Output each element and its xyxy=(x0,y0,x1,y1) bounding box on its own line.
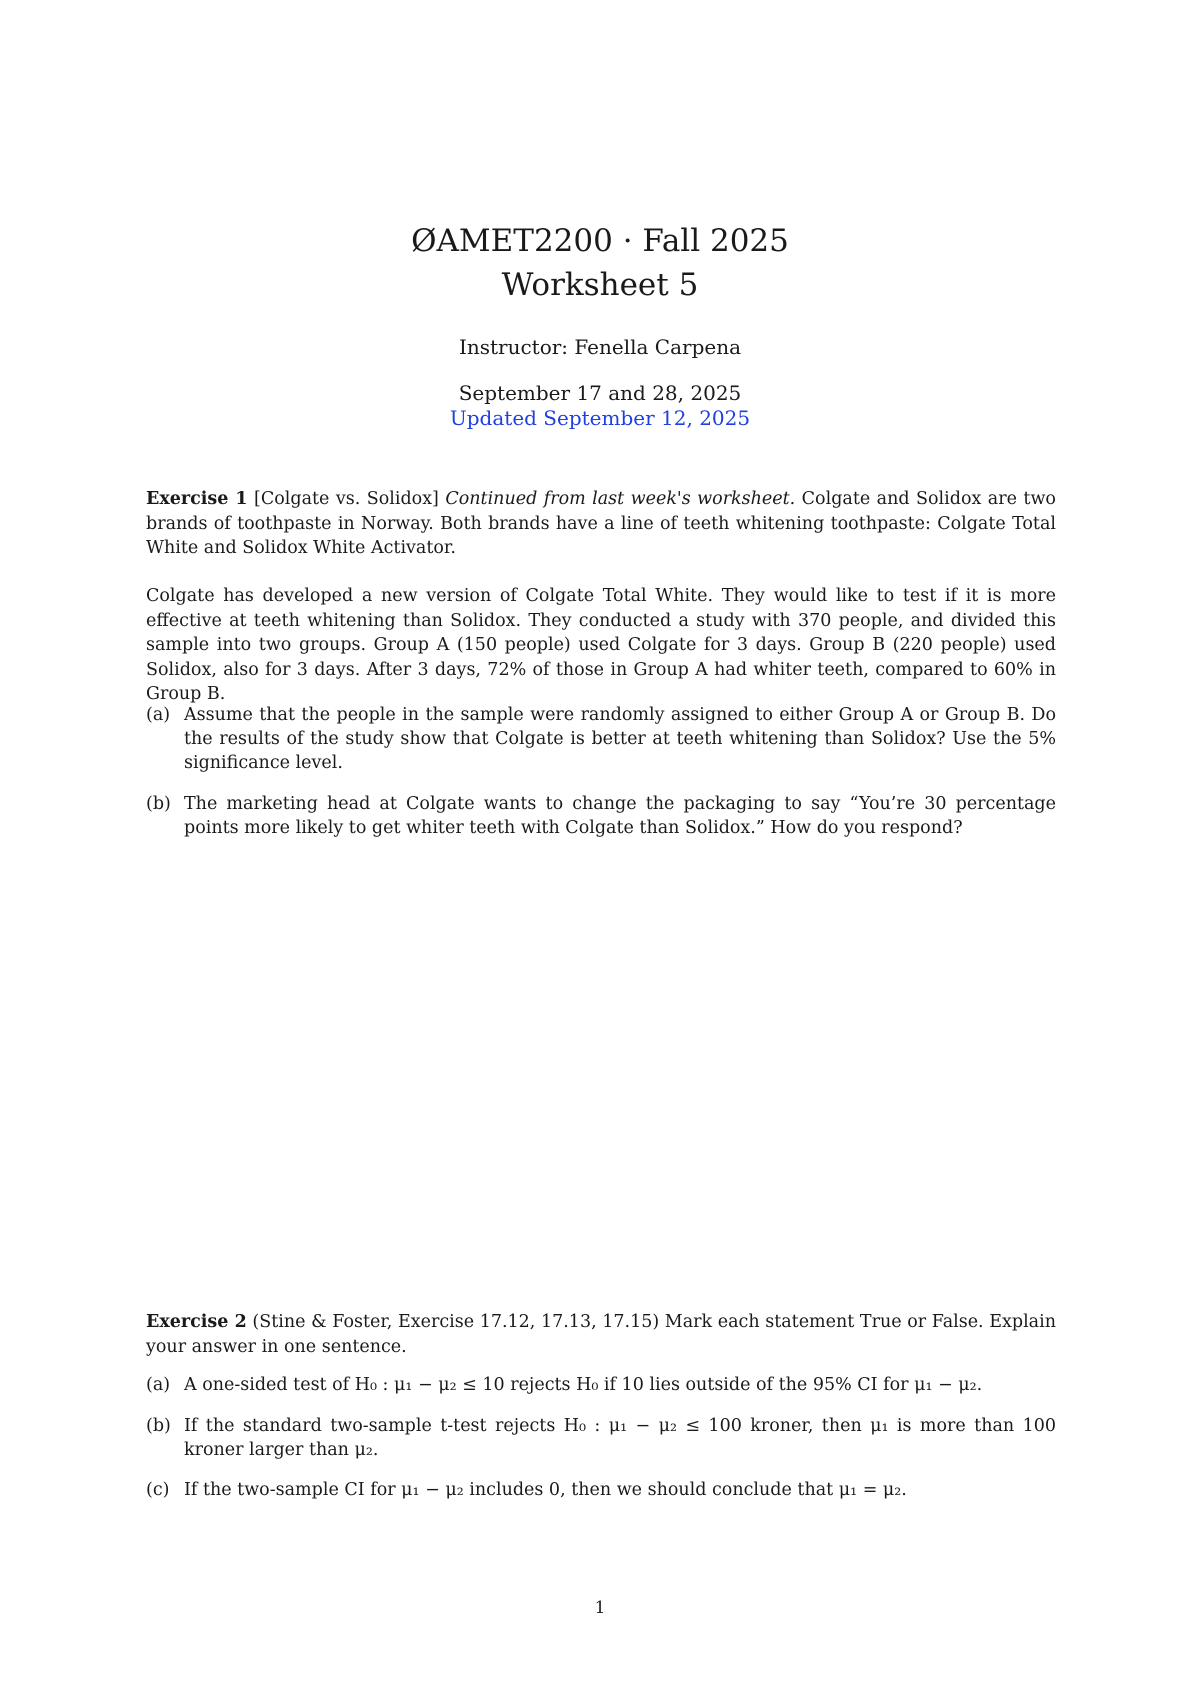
exercise-2-intro-text: (Stine & Foster, Exercise 17.12, 17.13, 17.15) Mark each statement True or False. Explain your answer in one sentence. xyxy=(146,1312,1056,1357)
item-label: (a) xyxy=(146,705,171,725)
item-label: (c) xyxy=(146,1480,170,1500)
item-text: If the standard two-sample t-test rejects H₀ : μ₁ − μ₂ ≤ 100 kroner, then μ₁ is more than 100 kroner larger than μ₂. xyxy=(184,1416,1056,1460)
item-label: (b) xyxy=(146,1416,171,1436)
item-text: A one-sided test of H₀ : μ₁ − μ₂ ≤ 10 rejects H₀ if 10 lies outside of the 95% CI for μ₁ − μ₂. xyxy=(184,1375,983,1395)
item-text: Assume that the people in the sample were randomly assigned to either Group A or Group B. Do the results of the study show that Colgate is better at teeth whitening than Solidox? Use the 5% significance level. xyxy=(184,705,1056,773)
updated-line: Updated September 12, 2025 xyxy=(449,406,751,430)
exercise-1-intro-text: Colgate and Solidox are two brands of toothpaste in Norway. Both brands have a line of teeth whitening toothpaste: Colgate Total White and Solidox White Activator. xyxy=(146,489,1056,558)
exercise-2-intro xyxy=(146,1310,1056,1359)
exercise-1-continued-note: Continued from last week's worksheet. xyxy=(445,489,796,509)
exercise-1-intro xyxy=(146,487,1056,561)
instructor-line: Instructor: Fenella Carpena xyxy=(458,335,742,359)
worksheet-title: Worksheet 5 xyxy=(501,267,699,303)
dates-line: September 17 and 28, 2025 xyxy=(458,381,742,405)
exercise-1-item-b xyxy=(146,792,1056,840)
course-title: ØAMET2200 · Fall 2025 xyxy=(411,223,789,259)
exercise-1-heading: [Colgate vs. Solidox] xyxy=(254,489,439,509)
exercise-1-item-a xyxy=(146,703,1056,775)
item-text: If the two-sample CI for μ₁ − μ₂ includes 0, then we should conclude that μ₁ = μ₂. xyxy=(184,1480,907,1500)
exercise-1-label: Exercise 1 xyxy=(146,489,248,509)
item-label: (a) xyxy=(146,1375,171,1395)
exercise-2-item-c xyxy=(146,1478,1056,1502)
exercise-1-paragraph-2: Colgate has developed a new version of Colgate Total White. They would like to test if it is more effective at teeth whitening than Solidox. They conducted a study with 370 people, and divided this sample into two groups. Group A (150 people) used Colgate for 3 days. Group B (220 people) used Solidox, also for 3 days. After 3 days, 72% of those in Group A had whiter teeth, compared to 60% in Group B. xyxy=(146,586,1056,704)
exercise-2-label: Exercise 2 xyxy=(146,1312,247,1332)
exercise-2-item-a xyxy=(146,1373,1056,1397)
exercise-2-item-b xyxy=(146,1414,1056,1462)
item-text: The marketing head at Colgate wants to change the packaging to say “You’re 30 percentage points more likely to get whiter teeth with Colgate than Solidox.” How do you respond? xyxy=(184,794,1056,838)
page-number: 1 xyxy=(594,1598,606,1618)
item-label: (b) xyxy=(146,794,171,814)
